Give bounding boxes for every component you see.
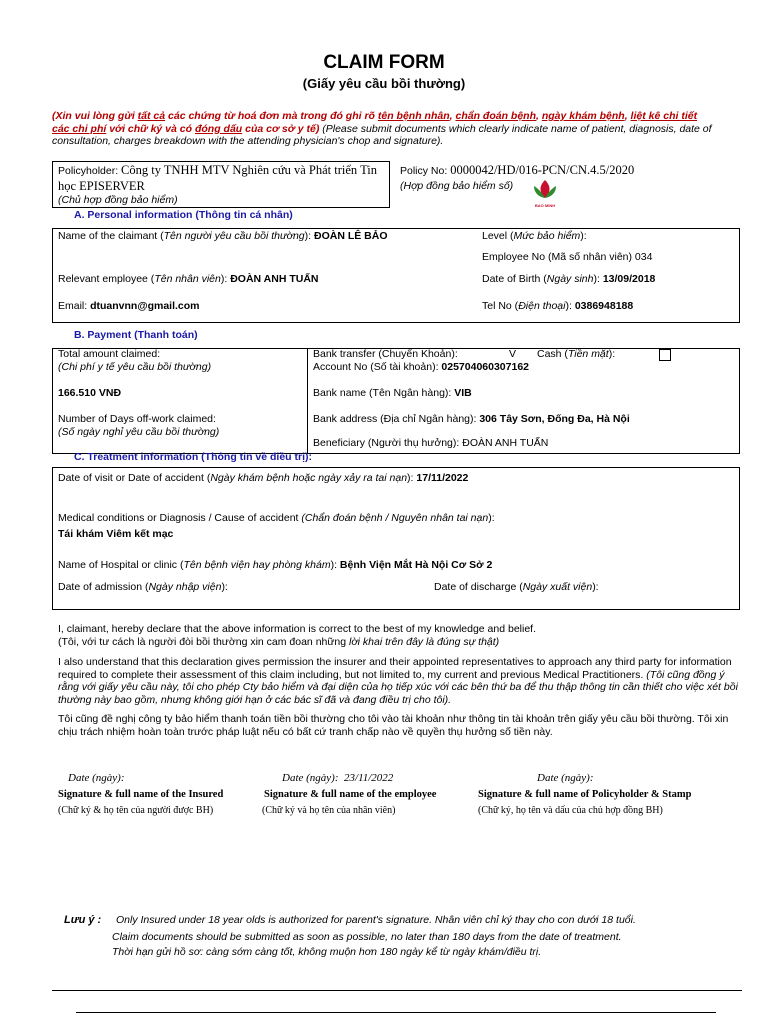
cash-checkbox[interactable] bbox=[659, 349, 671, 361]
form-subtitle: (Giấy yêu cầu bồi thường) bbox=[302, 76, 466, 91]
footer-line-1 bbox=[52, 990, 742, 991]
diagnosis-label: Medical conditions or Diagnosis / Cause of accident (Chẩn đoán bệnh / Nguyên nhân tai nạn): bbox=[58, 512, 495, 524]
diagnosis-value: Tái khám Viêm kết mạc bbox=[58, 528, 174, 540]
sig3-date: Date (ngày): bbox=[537, 772, 594, 784]
declaration-2: I also understand that this declaration gives permission the insurer and their appointed representatives to approach any third party for information required to complete their assessment of this claim including, but not limited to, my current and previous Medical Practitioners. (Tôi cũng đồng ý rằng với giấy yêu cầu này, tôi cho phép Cty bảo hiểm và đại diện của họ tiếp xúc với các bên thứ ba để thu thập thông tin cần thiết cho việc xét bồi thường này bao gồm, nhưng không giới hạn ở các bác sĩ đã và đang điều trị cho tôi). bbox=[58, 656, 738, 706]
sig2-date: Date (ngày): 23/11/2022 bbox=[282, 772, 394, 784]
sig2-note: (Chữ ký và họ tên của nhân viên) bbox=[262, 805, 396, 816]
note-2: Claim documents should be submitted as soon as possible, no later than 180 days from the date of treatment. bbox=[112, 931, 622, 943]
total-amount-note: (Chi phí y tế yêu cầu bồi thường) bbox=[58, 361, 212, 373]
sig3-title: Signature & full name of Policyholder & Stamp bbox=[478, 789, 692, 800]
notes-label: Lưu ý : bbox=[64, 914, 102, 926]
level-field: Level (Mức bảo hiểm): bbox=[482, 230, 587, 242]
bank-transfer-mark: V bbox=[509, 348, 517, 360]
policyholder-note: (Chủ hợp đồng bảo hiểm) bbox=[58, 194, 178, 206]
note-1: Only Insured under 18 year olds is authorized for parent's signature. Nhân viên chỉ ký thay cho con dưới 18 tuổi. bbox=[116, 914, 636, 926]
hospital-field: Name of Hospital or clinic (Tên bệnh viện hay phòng khám): Bệnh Viện Mắt Hà Nội Cơ Sở 2 bbox=[58, 559, 493, 571]
section-a-heading: A. Personal information (Thông tin cá nhân) bbox=[74, 209, 293, 221]
sig1-date: Date (ngày): bbox=[68, 772, 125, 784]
section-b-divider bbox=[307, 348, 308, 454]
bank-transfer-option: Bank transfer (Chuyển Khoản): bbox=[313, 348, 458, 360]
visit-date-field: Date of visit or Date of accident (Ngày khám bệnh hoặc ngày xảy ra tai nạn): 17/11/2022 bbox=[58, 472, 469, 484]
sig3-note: (Chữ ký, họ tên và dấu của chủ hợp đồng BH) bbox=[478, 805, 663, 816]
policy-number-note: (Hợp đồng bảo hiểm số) bbox=[400, 180, 514, 192]
declaration-3: Tôi cũng đề nghị công ty bảo hiểm thanh toán tiền bồi thường cho tôi vào tài khoản như thông tin tài khoản trên giấy yêu cầu bồi thường. Tôi xin chịu trách nhiệm hoàn toàn trước pháp luật nếu có bất cứ tranh chấp nào về quyền thụ hưởng số tiền này. bbox=[58, 713, 729, 738]
section-c-heading: C. Treatment information (Thông tin về điều trị): bbox=[74, 451, 312, 463]
total-amount-label: Total amount claimed: bbox=[58, 348, 161, 360]
policy-number-field: Policy No: 0000042/HD/016-PCN/CN.4.5/2020 bbox=[400, 163, 635, 177]
insurer-logo bbox=[530, 178, 560, 206]
form-title: CLAIM FORM bbox=[323, 52, 445, 73]
bank-address-field: Bank address (Địa chỉ Ngân hàng): 306 Tây Sơn, Đống Đa, Hà Nội bbox=[313, 413, 630, 425]
admission-date-field: Date of admission (Ngày nhập viện): bbox=[58, 581, 228, 593]
total-amount-value: 166.510 VNĐ bbox=[58, 387, 122, 399]
section-b-heading: B. Payment (Thanh toán) bbox=[74, 329, 198, 341]
footer-line-2 bbox=[76, 1012, 716, 1013]
instructions: (Xin vui lòng gửi tất cả các chứng từ hoá đơn mà trong đó ghi rõ tên bệnh nhân, chẩn đoán bệnh, ngày khám bệnh, liệt kê chi tiết các chi phí với chữ ký và có đóng dấu của cơ sở y tế) (Please submit documents which clearly indicate name of patient, diagnosis, date of consultation, charges breakdown with the attending physician's chop and signature). bbox=[52, 110, 712, 147]
discharge-date-field: Date of discharge (Ngày xuất viện): bbox=[434, 581, 599, 593]
sig1-title: Signature & full name of the Insured bbox=[58, 789, 224, 800]
logo-text: BAO MINH bbox=[534, 203, 556, 208]
employee-no-field: Employee No (Mã số nhân viên) 034 bbox=[482, 251, 653, 263]
sig2-title: Signature & full name of the employee bbox=[264, 789, 437, 800]
section-c-left bbox=[52, 467, 53, 609]
account-number-field: Account No (Số tài khoản): 025704060307162 bbox=[313, 361, 530, 373]
relevant-employee-field: Relevant employee (Tên nhân viên): ĐOÀN ANH TUẤN bbox=[58, 273, 319, 285]
days-off-note: (Số ngày nghỉ yêu cầu bồi thường) bbox=[58, 426, 220, 438]
email-field: Email: dtuanvnn@gmail.com bbox=[58, 300, 200, 312]
policyholder-field: Policyholder: Công ty TNHH MTV Nghiên cứu và Phát triển Tin học EPISERVER bbox=[58, 163, 378, 193]
sig1-note: (Chữ ký & họ tên của người được BH) bbox=[58, 805, 214, 816]
dob-field: Date of Birth (Ngày sinh): 13/09/2018 bbox=[482, 273, 656, 285]
claimant-name-field: Name of the claimant (Tên người yêu cầu bồi thường): ĐOÀN LÊ BẢO bbox=[58, 230, 388, 242]
tel-field: Tel No (Điện thoại): 0386948188 bbox=[482, 300, 634, 312]
section-c-top bbox=[52, 467, 740, 468]
bank-name-field: Bank name (Tên Ngân hàng): VIB bbox=[313, 387, 472, 399]
cash-option: Cash (Tiền mặt): bbox=[537, 348, 616, 360]
days-off-label: Number of Days off-work claimed: bbox=[58, 413, 216, 425]
lotus-logo-icon bbox=[530, 178, 560, 200]
note-3: Thời hạn gửi hồ sơ: càng sớm càng tốt, không muộn hơn 180 ngày kể từ ngày khám/điều trị. bbox=[112, 946, 542, 958]
section-c-right bbox=[739, 467, 740, 609]
section-c-bottom bbox=[52, 609, 740, 610]
declaration-1: I, claimant, hereby declare that the above information is correct to the best of my knowledge and belief. (Tôi, với tư cách là người đòi bồi thường xin cam đoan những lời khai trên đây là đúng sự thật) bbox=[58, 623, 537, 648]
beneficiary-field: Beneficiary (Người thụ hưởng): ĐOÀN ANH TUẤN bbox=[313, 437, 549, 449]
